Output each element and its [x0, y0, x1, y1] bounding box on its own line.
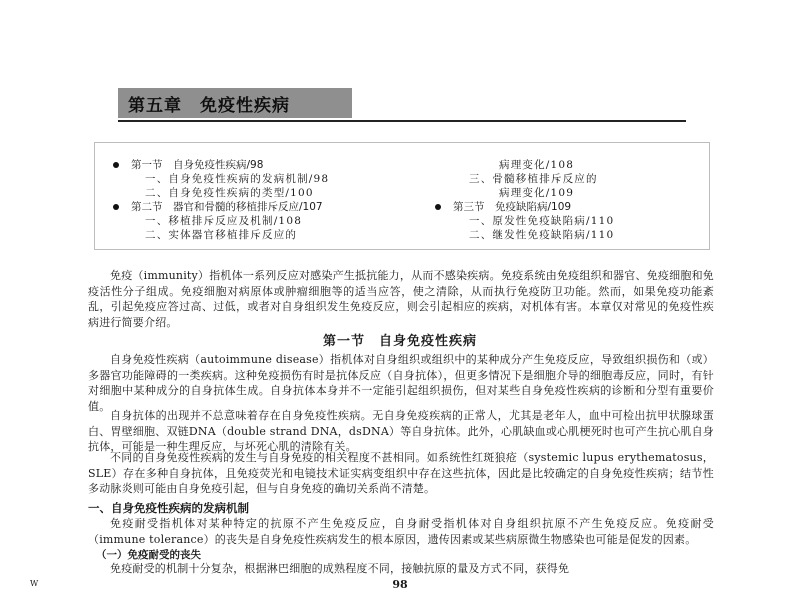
toc-item: 病理变化/108 [499, 159, 575, 171]
intro-paragraph: 免疫（immunity）指机体一系列反应对感染产生抵抗能力，从而不感染疾病。免疫系统由免疫组织和器官、免疫细胞和免疫活性分子组成。免疫细胞对病原体或肿瘤细胞等的适当应答，使之清除，从而执行免疫防卫功能。然而，如果免疫功能紊乱，引起免疫应答过高、过低，或者对自身组织发生免疫反应，则会引起相应的疾病，对机体有害。本章仅对常见的免疫性疾病进行简要介绍。 [88, 269, 714, 329]
sub-subsection-heading: （一）免疫耐受的丧失 [96, 549, 201, 561]
toc-item: 一、自身免疫性疾病的发病机制/98 [145, 173, 330, 185]
toc-item: 二、实体器官移植排斥反应的 [145, 229, 298, 241]
toc-item: 第二节 器官和骨髓的移植排斥反应/107 [113, 201, 323, 214]
toc-item: 一、原发性免疫缺陷病/110 [469, 215, 615, 227]
toc-item: 第一节 自身免疫性疾病/98 [113, 159, 263, 172]
body-paragraph: 不同的自身免疫性疾病的发生与自身免疫的相关程度不甚相同。如系统性红斑狼疮（systemic lupus erythematosus，SLE）存在多种自身抗体，且免疫荧光和电镜技术证实病变组织中存在这些抗体，因此是比较确定的自身免疫性疾病；结节性多动脉炎则可能由自身免疫引起，但与自身免疫的确切关系尚不清楚。 [88, 451, 714, 495]
body-paragraph: 自身免疫性疾病（autoimmune disease）指机体对自身组织或组织中的某种成分产生免疫反应，导致组织损伤和（或）多器官功能障碍的一类疾病。这种免疫损伤有时是抗体反应（自身抗体），但更多情况下是细胞介导的细胞毒反应，同时，有针对细胞中某种成分的自身抗体生成。自身抗体本身并不一定能引起组织损伤，但对某些自身免疫性疾病的诊断和分型有重要价值。 [88, 353, 714, 413]
toc-item: 二、继发性免疫缺陷病/110 [469, 229, 615, 241]
page-number: 98 [392, 578, 408, 591]
toc-item: 病理变化/109 [499, 187, 575, 199]
body-paragraph: 免疫耐受的机制十分复杂，根据淋巴细胞的成熟程度不同，接触抗原的量及方式不同，获得免 [110, 562, 570, 575]
subsection-heading: 一、自身免疫性疾病的发病机制 [88, 501, 249, 515]
toc-item: 第三节 免疫缺陷病/109 [435, 201, 571, 214]
body-paragraph: 免疫耐受指机体对某种特定的抗原不产生免疫反应，自身耐受指机体对自身组织抗原不产生免疫反应。免疫耐受（immune tolerance）的丧失是自身免疫性疾病发生的根本原因，遗传因素或某些病原微生物感染也可能是促发的因素。 [88, 517, 714, 546]
chapter-contents-box [94, 142, 710, 250]
bullet-icon [435, 204, 441, 210]
chapter-title-banner [118, 88, 352, 118]
bullet-icon [113, 204, 119, 210]
toc-item: 二、自身免疫性疾病的类型/100 [145, 187, 314, 199]
chapter-title: 第五章 免疫性疾病 [128, 95, 290, 116]
bullet-icon [113, 162, 119, 168]
chapter-divider [118, 120, 686, 122]
body-paragraph: 自身抗体的出现并不总意味着存在自身免疫性疾病。无自身免疫疾病的正常人，尤其是老年人，血中可检出抗甲状腺球蛋白、胃壁细胞、双链DNA（double strand DNA，dsDNA）等自身抗体。此外，心肌缺血或心肌梗死时也可产生抗心肌自身抗体，可能是一种生理反应，与坏死心肌的清除有关。 [88, 409, 714, 453]
margin-mark: W [30, 579, 39, 588]
toc-item: 三、骨髓移植排斥反应的 [469, 173, 598, 185]
section-title: 第一节 自身免疫性疾病 [322, 334, 477, 349]
toc-item: 一、移植排斥反应及机制/108 [145, 215, 303, 227]
